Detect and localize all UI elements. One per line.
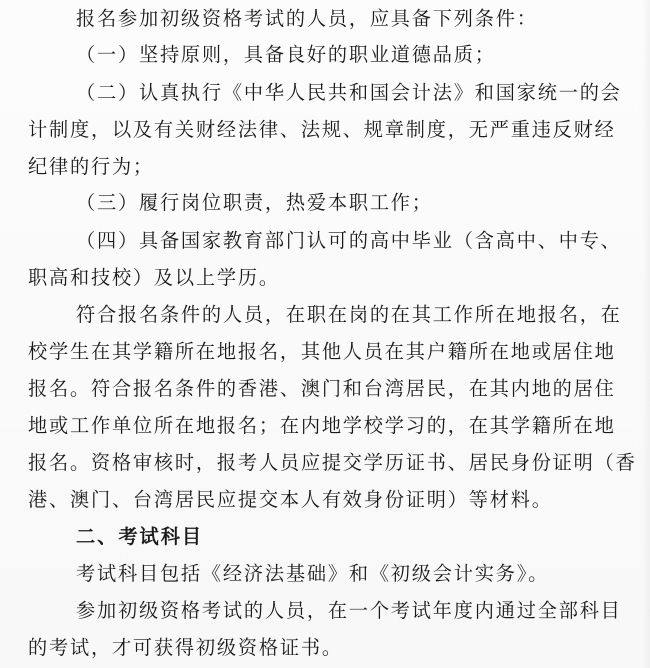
- registration-line-3: 报名。符合报名条件的香港、澳门和台湾居民，在其内地的居住: [28, 377, 616, 400]
- paragraph-line-intro: 报名参加初级资格考试的人员，应具备下列条件：: [76, 7, 538, 30]
- condition-three-line: （三）履行岗位职责，热爱本职工作；: [76, 191, 433, 214]
- page-edge-shadow: [642, 0, 650, 668]
- registration-line-5: 报名。资格审核时，报考人员应提交学历证书、居民身份证明（香: [28, 451, 637, 474]
- registration-line-2: 校学生在其学籍所在地报名，其他人员在其户籍所在地或居住地: [28, 340, 616, 363]
- registration-line-1: 符合报名条件的人员，在职在岗的在其工作所在地报名，在: [76, 303, 622, 326]
- certificate-line-2: 的考试，才可获得初级资格证书。: [28, 636, 343, 659]
- condition-four-line-2: 职高和技校）及以上学历。: [28, 266, 280, 289]
- section-heading-exam-subjects: 二、考试科目: [76, 525, 204, 548]
- registration-line-6: 港、澳门、台湾居民应提交本人有效身份证明）等材料。: [28, 488, 553, 511]
- registration-line-4: 地或工作单位所在地报名；在内地学校学习的，在其学籍所在地: [28, 414, 616, 437]
- condition-two-line-1: （二）认真执行《中华人民共和国会计法》和国家统一的会: [76, 81, 622, 104]
- condition-two-line-3: 纪律的行为；: [28, 155, 154, 178]
- condition-one-line: （一）坚持原则，具备良好的职业道德品质；: [76, 43, 496, 66]
- certificate-line-1: 参加初级资格考试的人员，在一个考试年度内通过全部科目: [76, 599, 622, 622]
- exam-subjects-line: 考试科目包括《经济法基础》和《初级会计实务》。: [76, 562, 550, 585]
- condition-four-line-1: （四）具备国家教育部门认可的高中毕业（含高中、中专、: [76, 229, 622, 252]
- condition-two-line-2: 计制度，以及有关财经法律、法规、规章制度，无严重违反财经: [28, 118, 616, 141]
